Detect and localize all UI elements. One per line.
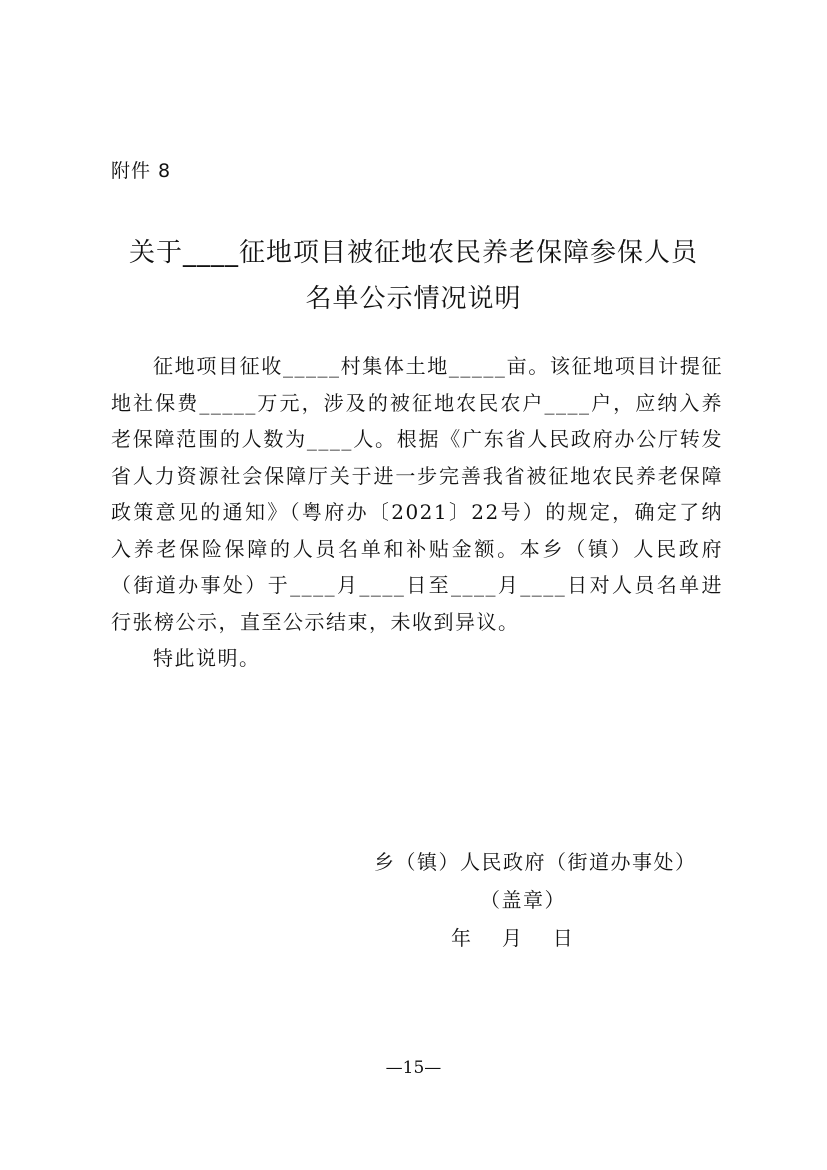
signature-date: 年 月 日 <box>451 926 575 950</box>
document-body <box>111 348 723 677</box>
signature-issuer: 乡（镇）人民政府（街道办事处） <box>374 850 697 874</box>
document-title-line-2: 名单公示情况说明 <box>305 284 522 314</box>
document-title-line-1: 关于____征地项目被征地农民养老保障参保人员 <box>128 238 698 268</box>
page-number: —15— <box>385 1058 442 1078</box>
body-paragraph-2: 特此说明。 <box>153 646 261 670</box>
body-paragraph-1: 征地项目征收_____村集体土地_____亩。该征地项目计提征地社保费_____万元，涉及的被征地农民农户____户，应纳入养老保障范围的人数为____人。根据《广东省人民政府办公厅转发省人力资源社会保障厅关于进一步完善我省被征地农民养老保障政策意见的通知》（粤府办〔2021〕22号）的规定，确定了纳入养老保险保障的人员名单和补贴金额。本乡（镇）人民政府（街道办事处）于____月____日至____月____日对人员名单进行张榜公示，直至公示结束，未收到异议。 <box>111 354 723 634</box>
signature-seal: （盖章） <box>480 888 566 912</box>
attachment-label: 附件 8 <box>111 160 172 182</box>
